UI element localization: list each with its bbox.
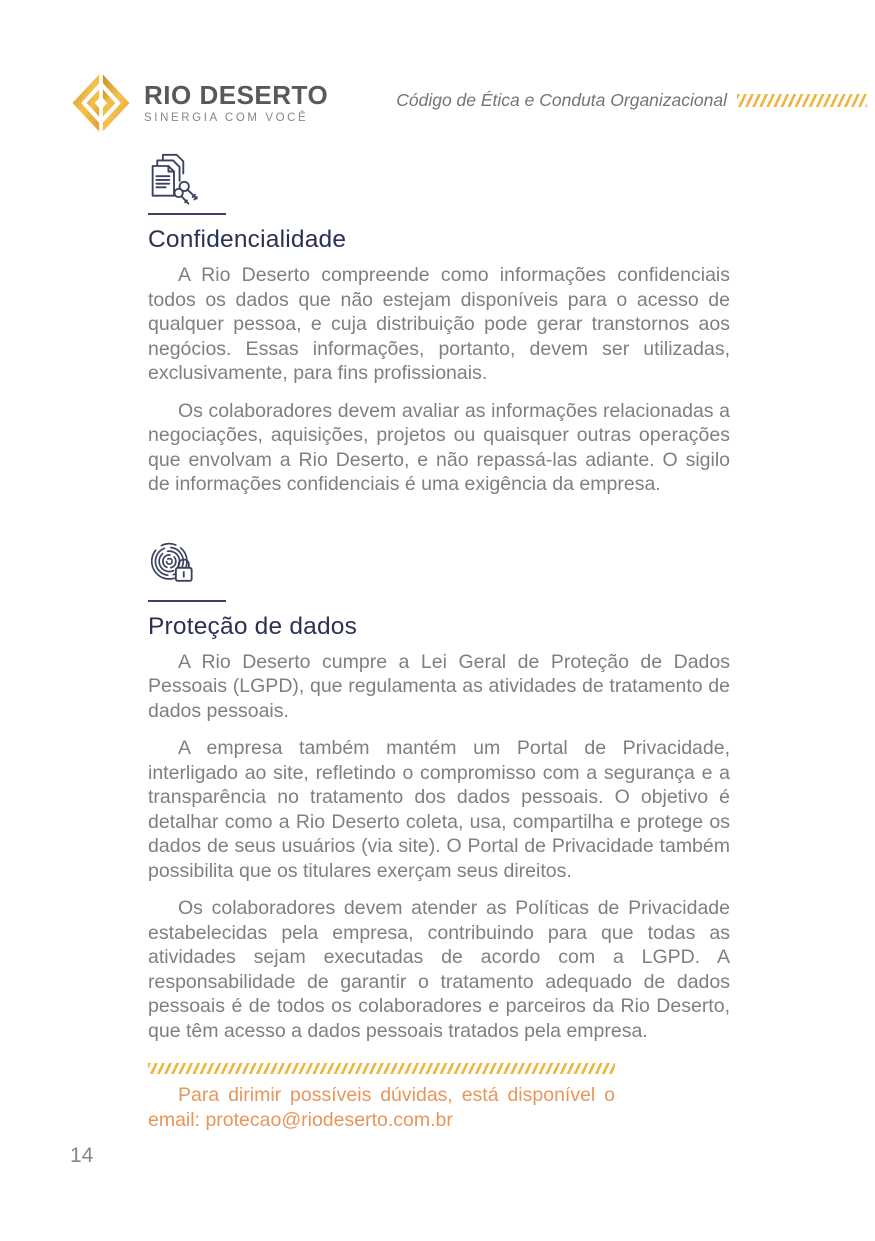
- section-confidencialidade: [148, 152, 730, 497]
- document-title: Código de Ética e Conduta Organizacional: [396, 90, 727, 110]
- stripe-decoration-icon: [737, 94, 867, 107]
- section-protecao-de-dados: [148, 539, 730, 1044]
- section-title-protecao-de-dados: Proteção de dados: [148, 612, 358, 640]
- brand-tagline: SINERGIA COM VOCÊ: [144, 112, 309, 125]
- contact-text-lead: Para dirimir possíveis dúvidas, está disponível o email:: [148, 1084, 615, 1131]
- contact-note: [148, 1063, 615, 1133]
- documents-keys-icon: [148, 152, 200, 206]
- header-right: [396, 90, 867, 111]
- brand-logo: [70, 72, 328, 134]
- paragraph: Os colaboradores devem atender as Políticas de Privacidade estabelecidas pela empresa, contribuindo para que todas as atividades sejam executadas de acordo com a LGPD. A responsabilidade de garantir o tratamento adequado de dados pessoais é de todos os colaboradores e parceiros da Rio Deserto, que têm acesso a dados pessoais tratados pela empresa.: [148, 897, 730, 1042]
- fingerprint-lock-icon: [148, 539, 200, 593]
- brand-text: [144, 79, 329, 125]
- page-header: [0, 0, 875, 136]
- contact-email-link[interactable]: protecao@riodeserto.com.br: [205, 1109, 453, 1131]
- brand-name: RIO DESERTO: [144, 79, 329, 110]
- paragraph: A Rio Deserto compreende como informações confidenciais todos os dados que não estejam disponíveis para o acesso de qualquer pessoa, e cuja distribuição pode gerar transtornos aos negócios. Essas informações, portanto, devem ser utilizadas, exclusivamente, para fins profissionais.: [148, 264, 730, 384]
- rio-deserto-diamond-icon: [70, 72, 132, 134]
- section-title-confidencialidade: Confidencialidade: [148, 226, 347, 253]
- page-number: 14: [70, 1144, 94, 1167]
- icon-underline: [148, 213, 226, 215]
- contact-text: [148, 1083, 615, 1133]
- paragraph: A Rio Deserto cumpre a Lei Geral de Proteção de Dados Pessoais (LGPD), que regulamenta as atividades de tratamento de dados pessoais.: [148, 650, 730, 722]
- stripe-divider-icon: [148, 1063, 615, 1074]
- paragraph: A empresa também mantém um Portal de Privacidade, interligado ao site, refletindo o compromisso com a segurança e a transparência no tratamento dos dados pessoais. O objetivo é detalhar como a Rio Deserto coleta, usa, compartilha e protege os dados de seus usuários (via site). O Portal de Privacidade também possibilita que os titulares exerçam seus direitos.: [148, 737, 730, 882]
- icon-underline: [148, 600, 226, 602]
- paragraph: Os colaboradores devem avaliar as informações relacionadas a negociações, aquisições, projetos ou quaisquer outras operações que envolvam a Rio Deserto, e não repassá-las adiante. O sigilo de informações confidenciais é uma exigência da empresa.: [148, 399, 730, 495]
- page-content: [148, 152, 730, 1133]
